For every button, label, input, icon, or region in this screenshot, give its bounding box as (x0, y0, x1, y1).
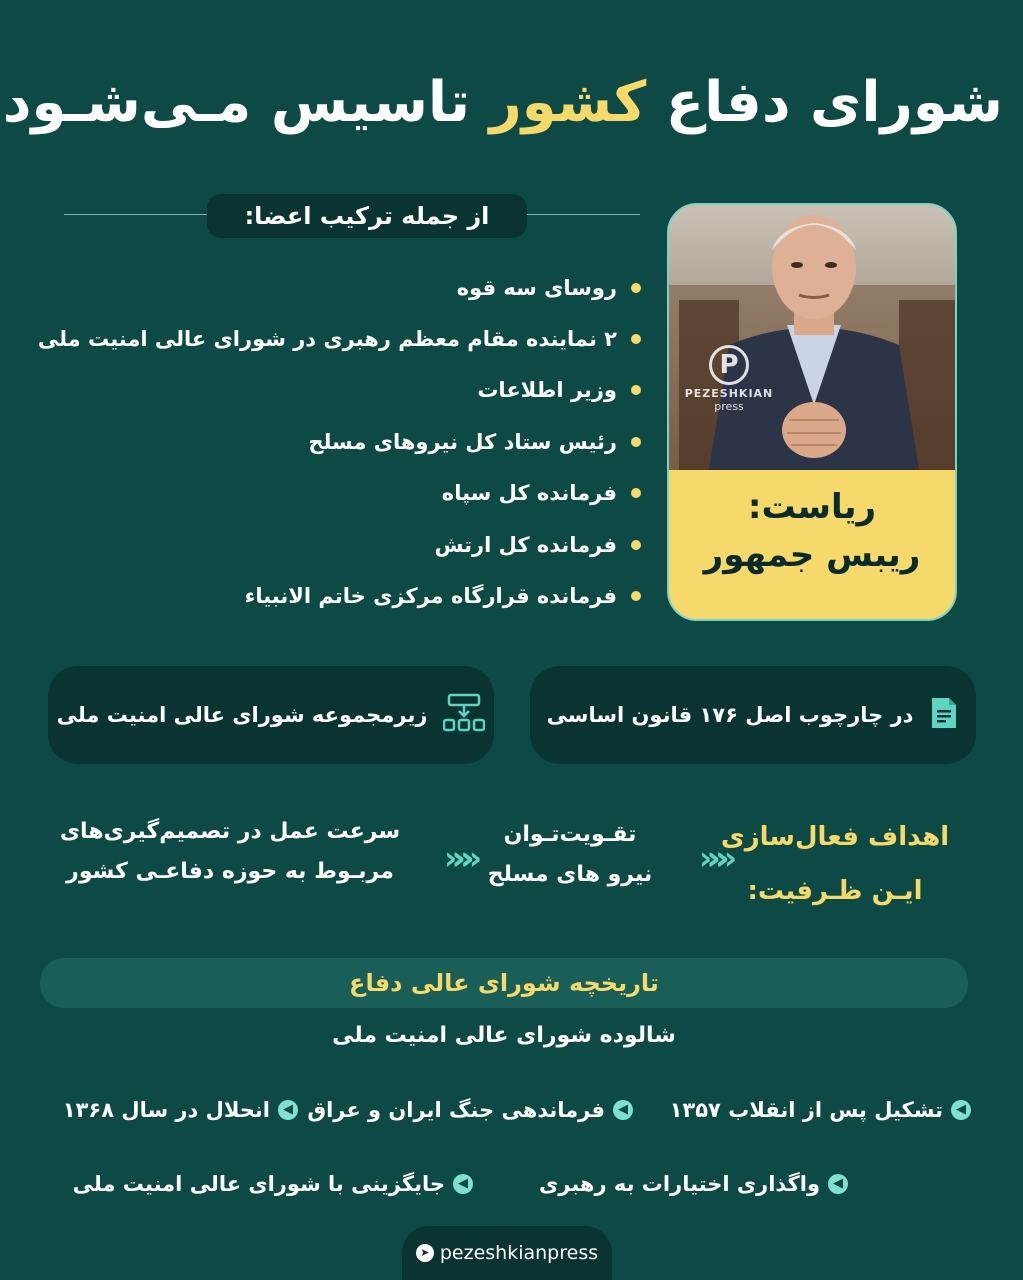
presidency-label: ریاست: (747, 487, 877, 527)
title-part-1: شورای دفاع (646, 70, 1003, 135)
bullet-icon (631, 283, 641, 293)
list-item: فرمانده کل ارتش (41, 519, 641, 570)
presidency-value: ریبس جمهور (703, 535, 921, 575)
subset-box (48, 666, 494, 764)
list-item: ۲ نماینده مقام معظم رهبری در شورای عالی امنیت ملی (41, 313, 641, 364)
presidency-card (667, 203, 957, 621)
list-item: فرمانده کل سپاه (41, 468, 641, 519)
history-item: ◀ واگذاری اختیارات به رهبری (539, 1172, 848, 1196)
article-text: در چارچوب اصل ۱۷۶ قانون اساسی (546, 703, 914, 727)
history-item: ◀ فرماندهی جنگ ایران و عراق (307, 1098, 633, 1122)
portrait-illustration (669, 205, 955, 470)
page-title (2, 58, 1003, 148)
history-subtitle: شالوده شورای عالی امنیت ملی (332, 1023, 676, 1048)
bullet-icon (631, 334, 641, 344)
member-list (37, 262, 641, 622)
telegram-icon: ➤ (416, 1244, 434, 1262)
list-item: روسای سه قوه (41, 262, 641, 313)
goals-label: اهداف فعال‌سازی ایـن ظـرفیت: (720, 822, 950, 906)
title-part-2: تاسیس مـی‌شـود (2, 70, 490, 135)
members-heading: از جمله ترکیب اعضا: (207, 194, 527, 238)
history-title: تاریخچه شورای عالی دفاع (40, 958, 968, 1008)
chevrons-left-icon: ««« (443, 839, 470, 877)
bullet-icon (631, 385, 641, 395)
list-item: وزیر اطلاعات (41, 365, 641, 416)
arrow-left-icon: ◀ (613, 1100, 633, 1120)
p-logo-icon: P (709, 345, 749, 385)
title-highlight: کشور (489, 70, 647, 135)
handle-text: pezeshkianpress (439, 1242, 599, 1264)
divider-left (64, 214, 207, 215)
list-item: رئیس ستاد کل نیروهای مسلح (41, 416, 641, 467)
constitution-article-box (530, 666, 976, 764)
goal-strengthen-forces: تقـویت‌تـوان نیرو های مسلح (487, 822, 653, 887)
bullet-icon (631, 437, 641, 447)
chevrons-left-icon: ««« (698, 839, 725, 877)
arrow-left-icon: ◀ (828, 1174, 848, 1194)
watermark-logo: P PEZESHKIAN press (669, 345, 789, 413)
subset-text: زیرمجموعه شورای عالی امنیت ملی (56, 703, 428, 727)
arrow-left-icon: ◀ (453, 1174, 473, 1194)
divider-right (527, 214, 640, 215)
goal-decision-speed: سرعت عمل در تصمیم‌گیری‌های مربـوط به حوزه دفاعـی کشور (59, 819, 401, 884)
history-item: ◀ انحلال در سال ۱۳۶۸ (63, 1098, 298, 1122)
bullet-icon (631, 591, 641, 601)
list-item: فرمانده قرارگاه مرکزی خاتم الانبیاء (41, 570, 641, 621)
portrait-photo (669, 205, 955, 470)
history-item: ◀ تشکیل پس از انقلاب ۱۳۵۷ (670, 1098, 971, 1122)
arrow-left-icon: ◀ (278, 1100, 298, 1120)
history-item: ◀ جایگزینی با شورای عالی امنیت ملی (73, 1172, 473, 1196)
bullet-icon (631, 540, 641, 550)
hierarchy-icon (443, 693, 485, 738)
document-icon (929, 696, 959, 735)
arrow-left-icon: ◀ (951, 1100, 971, 1120)
social-handle-link[interactable] (402, 1226, 612, 1280)
bullet-icon (631, 488, 641, 498)
